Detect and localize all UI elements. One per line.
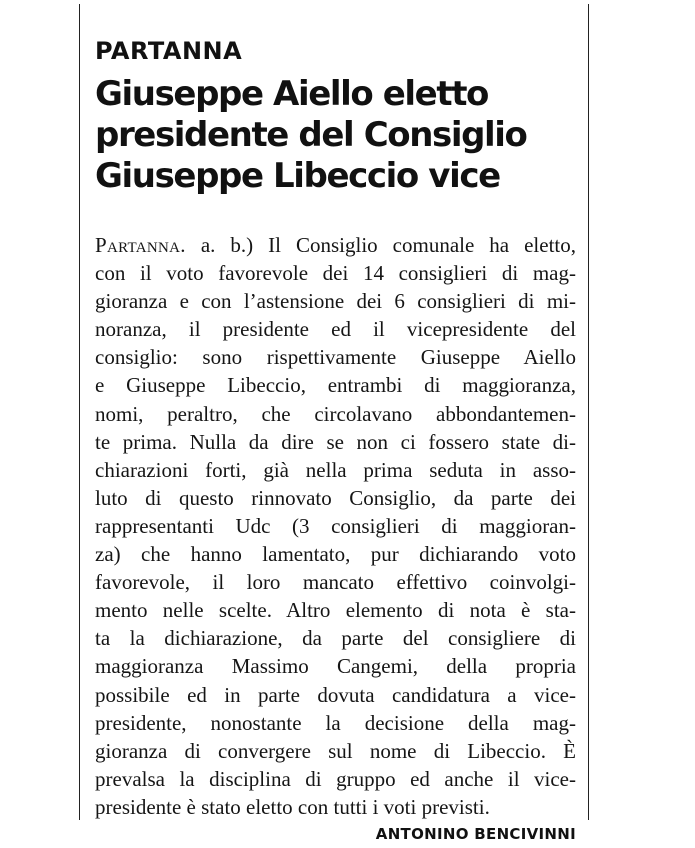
dateline-place: Partanna. [95,233,186,257]
headline [95,74,576,197]
body-line: mento nelle scelte. Altro elemento di nota è sta- [95,598,576,623]
body-line: ta la dichiarazione, da parte del consigliere di [95,626,576,651]
body-line: con il voto favorevole dei 14 consiglieri di mag- [95,261,576,286]
body-line: noranza, il presidente ed il vicepresidente del [95,317,576,342]
body-line: maggioranza Massimo Cangemi, della propria [95,654,576,679]
body-line: prevalsa la disciplina di gruppo ed anche il vice- [95,766,576,791]
body-line: possibile ed in parte dovuta candidatura a vice- [95,682,576,707]
article-body [95,231,576,821]
body-line: favorevole, il loro mancato effettivo coinvolgi- [95,570,576,595]
headline-line: Giuseppe Aiello eletto [95,74,489,114]
body-line: te prima. Nulla da dire se non ci fossero state di- [95,429,576,454]
body-line-last: presidente è stato eletto con tutti i voti previsti. [95,794,490,819]
headline-line: presidente del Consiglio [95,115,527,155]
body-line: presidente, nonostante la decisione della mag- [95,710,576,735]
body-line-text: Il Consiglio comunale ha eletto, [253,233,576,257]
body-line: e Giuseppe Libeccio, entrambi di maggioranza, [95,373,576,398]
body-line: rappresentanti Udc (3 consiglieri di maggioran- [95,513,576,538]
kicker-location: PARTANNA [95,37,243,65]
body-line: nomi, peraltro, che circolavano abbondantemen- [95,401,576,426]
body-line: chiarazioni forti, già nella prima seduta in asso- [95,457,576,482]
body-line: za) che hanno lamentato, pur dichiarando voto [95,542,576,567]
column-rule-left [79,4,80,820]
column-rule-right [588,4,589,820]
news-article [95,22,576,845]
body-line: gioranza di convergere sul nome di Libeccio. È [95,738,576,763]
body-line: luto di questo rinnovato Consiglio, da parte dei [95,485,576,510]
author-byline: ANTONINO BENCIVINNI [375,824,576,843]
body-line: gioranza e con l’astensione dei 6 consiglieri di mi- [95,289,576,314]
dateline-initials: a. b.) [200,233,254,257]
headline-line: Giuseppe Libeccio vice [95,156,500,196]
body-line: consiglio: sono rispettivamente Giuseppe Aiello [95,345,576,370]
body-line-first [95,231,576,259]
